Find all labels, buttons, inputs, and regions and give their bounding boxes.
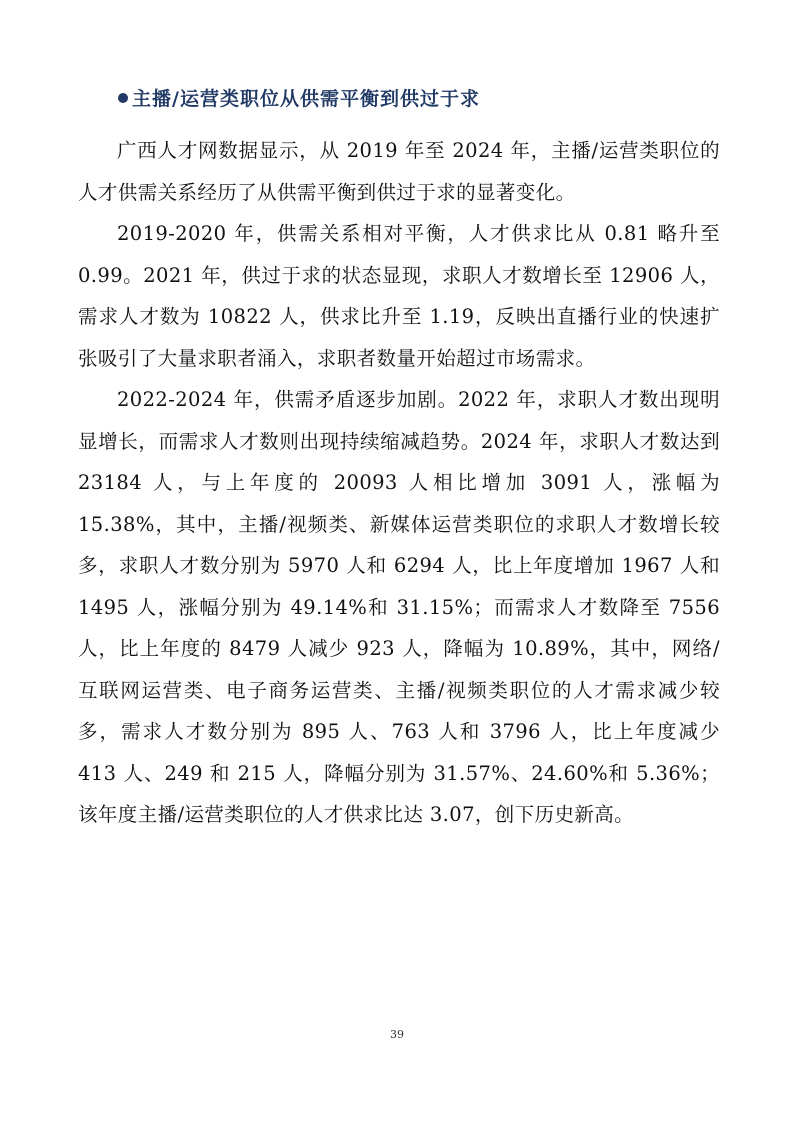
paragraph-2022-2024: 2022-2024 年，供需矛盾逐步加剧。2022 年，求职人才数出现明显增长，而需求人才数则出现持续缩减趋势。2024 年，求职人才数达到 23184 人，与上年度的 20093 人相比增加 3091 人，涨幅为 15.38%，其中，主播/视频类、新媒体运营类职位的求职人才数增长较多，求职人才数分别为 5970 人和 6294 人，比上年度增加 1967 人和 1495 人，涨幅分别为 49.14%和 31.15%；而需求人才数降至 7556 人，比上年度的 8479 人减少 923 人，降幅为 10.89%，其中，网络/互联网运营类、电子商务运营类、主播/视频类职位的人才需求减少较多，需求人才数分别为 895 人、763 人和 3796 人，比上年度减少 413 人、249 和 215 人，降幅分别为 31.57%、24.60%和 5.36%；该年度主播/运营类职位的人才供求比达 3.07，创下历史新高。 bbox=[78, 388, 720, 826]
paragraph-2019-2021: 2019-2020 年，供需关系相对平衡，人才供求比从 0.81 略升至 0.99。2021 年，供过于求的状态显现，求职人才数增长至 12906 人，需求人才数为 10822 人，供求比升至 1.19，反映出直播行业的快速扩张吸引了大量求职者涌入，求职者数量开始超过市场需求。 bbox=[78, 222, 720, 370]
paragraph-intro: 广西人才网数据显示，从 2019 年至 2024 年，主播/运营类职位的人才供需关系经历了从供需平衡到供过于求的显著变化。 bbox=[78, 139, 720, 204]
bullet-icon bbox=[118, 93, 128, 103]
body-text bbox=[78, 130, 720, 836]
section-heading bbox=[118, 84, 480, 111]
section-heading-text: 主播/运营类职位从供需平衡到供过于求 bbox=[132, 88, 480, 110]
page-number: 39 bbox=[390, 1028, 404, 1041]
